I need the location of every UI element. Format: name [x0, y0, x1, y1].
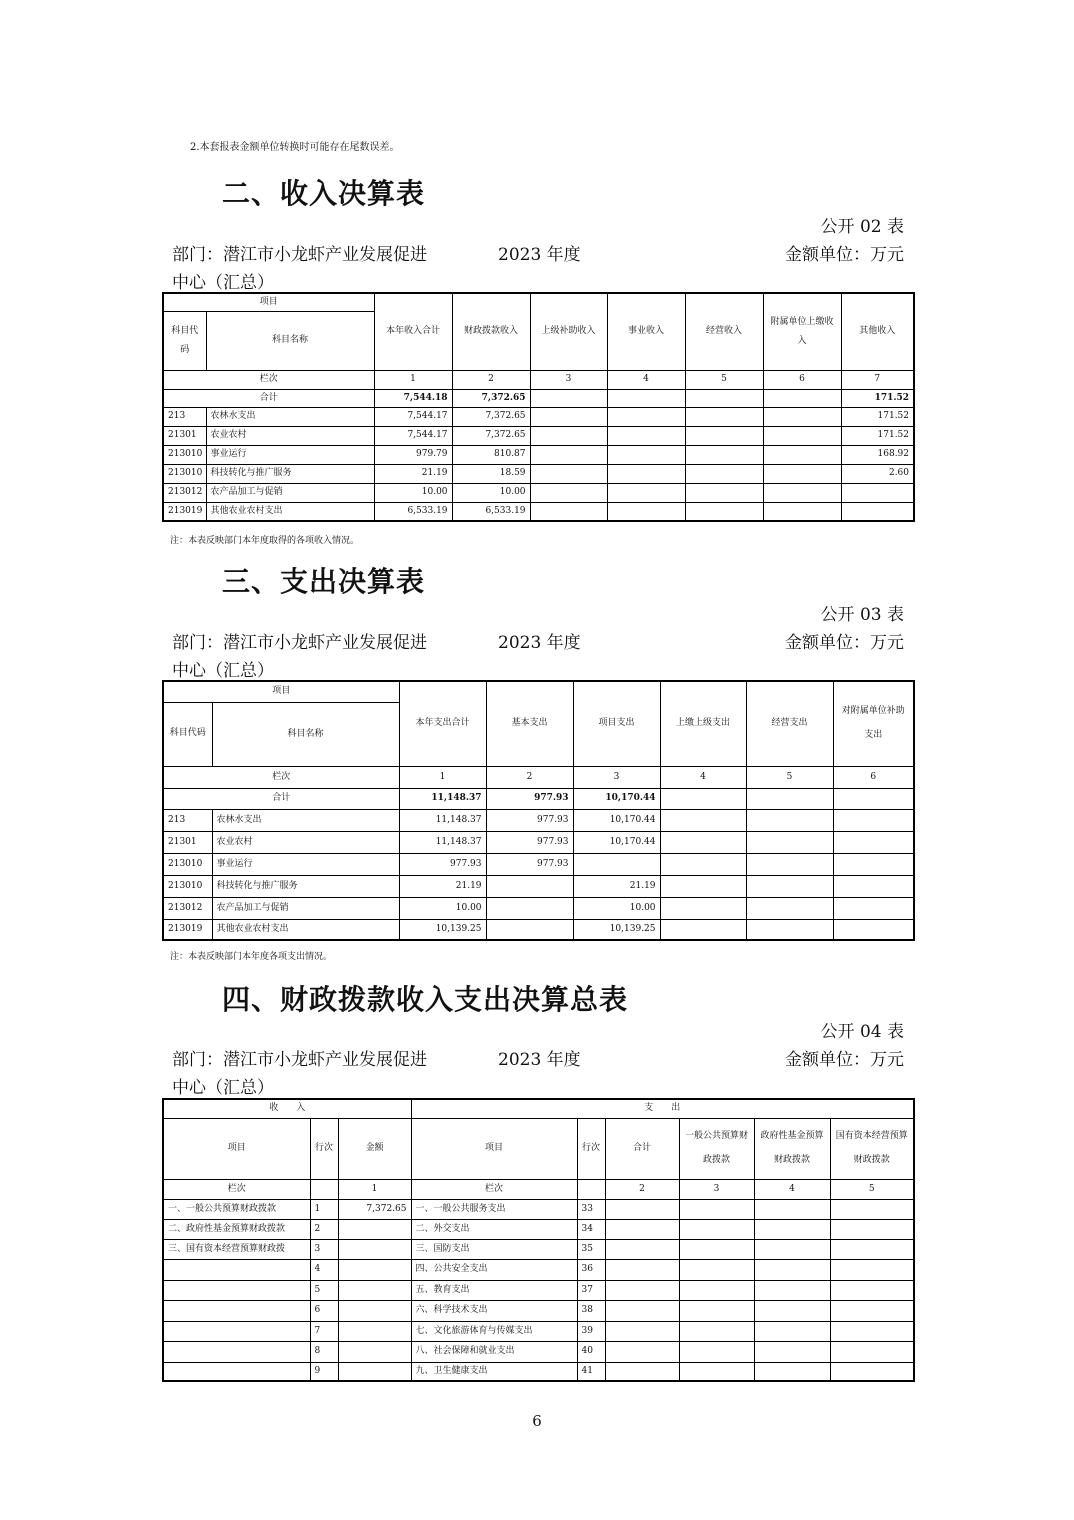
table-row	[163, 1239, 914, 1259]
header-col-6: 对附属单位补助支出	[833, 681, 914, 766]
cell-ex-row: 38	[577, 1300, 605, 1321]
table-row	[163, 897, 914, 919]
header-ex-row: 行次	[577, 1118, 605, 1179]
cell	[660, 919, 746, 940]
table-row	[163, 1199, 914, 1219]
cell: 977.93	[486, 831, 573, 853]
cell	[685, 407, 763, 426]
table-row	[163, 1321, 914, 1341]
cell: 6,533.19	[452, 502, 530, 521]
cell	[833, 897, 914, 919]
cell-amount	[338, 1300, 411, 1321]
cell-name: 农产品加工与促销	[212, 897, 399, 919]
cell-ex-item: 八、社会保障和就业支出	[411, 1341, 577, 1362]
col-num: 5	[685, 370, 763, 389]
cell	[763, 407, 841, 426]
lanci-in: 栏次	[163, 1179, 310, 1199]
cell: 810.87	[452, 445, 530, 464]
expense-dept-line2: 中心（汇总）	[172, 661, 274, 681]
cell	[486, 897, 573, 919]
cell	[746, 788, 833, 809]
cell	[763, 483, 841, 502]
col-num: 1	[374, 370, 452, 389]
cell-amount	[338, 1280, 411, 1300]
cell	[763, 445, 841, 464]
cell-in-item	[163, 1300, 310, 1321]
table-row	[163, 464, 914, 483]
cell	[530, 389, 607, 407]
table-row	[163, 445, 914, 464]
cell	[763, 464, 841, 483]
cell-name: 农产品加工与促销	[206, 483, 374, 502]
cell: 7,372.65	[452, 407, 530, 426]
cell: 171.52	[841, 389, 914, 407]
cell	[660, 853, 746, 875]
header-item: 项目	[163, 681, 399, 702]
header-col-2: 基本支出	[486, 681, 573, 766]
cell-code: 213012	[163, 897, 212, 919]
fiscal-table	[162, 1098, 915, 1382]
cell: 11,148.37	[399, 788, 486, 809]
cell-ex-item: 五、教育支出	[411, 1280, 577, 1300]
cell: 171.52	[841, 426, 914, 445]
lanci-label: 栏次	[163, 370, 374, 389]
header-col-6: 附属单位上缴收入	[763, 293, 841, 370]
col-num: 6	[763, 370, 841, 389]
cell-amount	[338, 1219, 411, 1239]
col-num: 2	[486, 766, 573, 788]
header-col-1: 本年支出合计	[399, 681, 486, 766]
cell-amount: 7,372.65	[338, 1199, 411, 1219]
cell	[660, 831, 746, 853]
header-in-row: 行次	[310, 1118, 338, 1179]
table-row	[163, 1341, 914, 1362]
header-col-5: 经营支出	[746, 681, 833, 766]
cell-ex-item: 一、一般公共服务支出	[411, 1199, 577, 1219]
table-row	[163, 809, 914, 831]
cell-name: 事业运行	[206, 445, 374, 464]
col-num: 7	[841, 370, 914, 389]
cell	[607, 502, 685, 521]
cell: 21.19	[374, 464, 452, 483]
cell-name: 其他农业农村支出	[206, 502, 374, 521]
cell: 977.93	[486, 788, 573, 809]
header-state: 国有资本经营预算财政拨款	[830, 1118, 914, 1179]
header-col-2: 财政拨款收入	[452, 293, 530, 370]
cell-code: 213012	[163, 483, 206, 502]
cell	[530, 426, 607, 445]
cell-ex-item: 四、公共安全支出	[411, 1259, 577, 1280]
cell-in-row: 4	[310, 1259, 338, 1280]
income-note: 注：本表反映部门本年度取得的各项收入情况。	[170, 536, 360, 546]
total-label: 合计	[163, 788, 399, 809]
cell	[763, 502, 841, 521]
cell	[746, 897, 833, 919]
header-amount: 金额	[338, 1118, 411, 1179]
cell	[607, 445, 685, 464]
expense-dept: 部门：潜江市小龙虾产业发展促进	[172, 633, 427, 653]
cell-ex-row: 41	[577, 1362, 605, 1381]
table-row	[163, 1300, 914, 1321]
income-title: 二、收入决算表	[222, 177, 426, 210]
cell-name: 农业农村	[212, 831, 399, 853]
cell-name: 科技转化与推广服务	[206, 464, 374, 483]
total-label: 合计	[163, 389, 374, 407]
cell-in-item	[163, 1280, 310, 1300]
header-gen: 一般公共预算财政拨款	[679, 1118, 754, 1179]
table-row	[163, 502, 914, 521]
cell	[833, 853, 914, 875]
cell-name: 科技转化与推广服务	[212, 875, 399, 897]
cell: 977.93	[486, 809, 573, 831]
cell: 977.93	[399, 853, 486, 875]
cell	[607, 483, 685, 502]
cell-in-row: 2	[310, 1219, 338, 1239]
col-num: 4	[607, 370, 685, 389]
cell: 10.00	[374, 483, 452, 502]
cell-ex-row: 36	[577, 1259, 605, 1280]
cell-ex-row: 35	[577, 1239, 605, 1259]
cell	[833, 788, 914, 809]
cell: 10,139.25	[573, 919, 660, 940]
header-col-3: 项目支出	[573, 681, 660, 766]
cell	[841, 483, 914, 502]
header-col-1: 本年收入合计	[374, 293, 452, 370]
cell: 10,170.44	[573, 788, 660, 809]
cell	[833, 831, 914, 853]
cell-code: 213010	[163, 853, 212, 875]
cell	[685, 445, 763, 464]
table-row	[163, 407, 914, 426]
cell: 171.52	[841, 407, 914, 426]
cell	[685, 464, 763, 483]
header-ex-item: 项目	[411, 1118, 577, 1179]
cell-ex-item: 六、科学技术支出	[411, 1300, 577, 1321]
cell: 21.19	[399, 875, 486, 897]
cell: 7,372.65	[452, 389, 530, 407]
cell-in-row: 9	[310, 1362, 338, 1381]
col-num: 3	[679, 1179, 754, 1199]
cell	[660, 875, 746, 897]
fiscal-dept-line2: 中心（汇总）	[172, 1078, 274, 1098]
col-num: 6	[833, 766, 914, 788]
cell	[530, 445, 607, 464]
fiscal-year: 2023 年度	[498, 1050, 581, 1070]
col-num: 4	[754, 1179, 830, 1199]
cell: 168.92	[841, 445, 914, 464]
header-name: 科目名称	[206, 311, 374, 370]
cell	[607, 464, 685, 483]
cell: 21.19	[573, 875, 660, 897]
header-gov: 政府性基金预算财政拨款	[754, 1118, 830, 1179]
header-col-3: 上级补助收入	[530, 293, 607, 370]
cell	[530, 502, 607, 521]
cell-code: 213010	[163, 875, 212, 897]
cell-in-row: 6	[310, 1300, 338, 1321]
cell: 7,544.17	[374, 407, 452, 426]
col-num: 1	[399, 766, 486, 788]
income-year: 2023 年度	[498, 245, 581, 265]
cell	[763, 389, 841, 407]
cell-amount	[338, 1259, 411, 1280]
cell-ex-item: 三、国防支出	[411, 1239, 577, 1259]
table-row	[163, 483, 914, 502]
cell-amount	[338, 1362, 411, 1381]
table-row	[163, 1280, 914, 1300]
cell	[841, 502, 914, 521]
cell-amount	[338, 1341, 411, 1362]
cell	[573, 853, 660, 875]
cell-ex-row: 39	[577, 1321, 605, 1341]
cell	[763, 426, 841, 445]
cell-ex-item: 二、外交支出	[411, 1219, 577, 1239]
col-num: 4	[660, 766, 746, 788]
cell-in-item: 一、一般公共预算财政拨款	[163, 1199, 310, 1219]
cell	[746, 809, 833, 831]
cell	[746, 853, 833, 875]
cell: 18.59	[452, 464, 530, 483]
cell-in-row: 3	[310, 1239, 338, 1259]
cell	[746, 919, 833, 940]
cell-in-item	[163, 1341, 310, 1362]
cell: 977.93	[486, 853, 573, 875]
cell-amount	[338, 1321, 411, 1341]
cell-code: 213010	[163, 464, 206, 483]
cell-code: 21301	[163, 426, 206, 445]
cell-code: 213	[163, 809, 212, 831]
cell: 11,148.37	[399, 809, 486, 831]
cell: 7,544.17	[374, 426, 452, 445]
cell: 10,170.44	[573, 831, 660, 853]
fiscal-title: 四、财政拨款收入支出决算总表	[222, 983, 629, 1016]
fiscal-unit: 金额单位：万元	[785, 1050, 904, 1070]
table-row	[163, 426, 914, 445]
table-row	[163, 1219, 914, 1239]
cell-in-item	[163, 1259, 310, 1280]
cell	[685, 426, 763, 445]
income-table-code: 公开 02 表	[820, 217, 904, 237]
cell	[660, 809, 746, 831]
cell-name: 农林水支出	[206, 407, 374, 426]
cell	[530, 483, 607, 502]
cell: 979.79	[374, 445, 452, 464]
table-row	[163, 919, 914, 940]
cell-ex-row: 34	[577, 1219, 605, 1239]
cell-code: 213019	[163, 919, 212, 940]
cell: 7,544.18	[374, 389, 452, 407]
cell	[833, 809, 914, 831]
cell-ex-row: 40	[577, 1341, 605, 1362]
header-total: 合计	[605, 1118, 679, 1179]
cell-name: 农业农村	[206, 426, 374, 445]
col-num: 3	[530, 370, 607, 389]
cell	[685, 483, 763, 502]
header-col-5: 经营收入	[685, 293, 763, 370]
cell-in-row: 5	[310, 1280, 338, 1300]
income-unit: 金额单位：万元	[785, 245, 904, 265]
table-row	[163, 1362, 914, 1381]
cell	[486, 919, 573, 940]
header-name: 科目名称	[212, 702, 399, 766]
cell: 11,148.37	[399, 831, 486, 853]
expense-note: 注：本表反映部门本年度各项支出情况。	[170, 952, 333, 962]
cell-in-item: 三、国有资本经营预算财政拨	[163, 1239, 310, 1259]
cell-in-row: 8	[310, 1341, 338, 1362]
col-num: 1	[338, 1179, 411, 1199]
cell: 10,170.44	[573, 809, 660, 831]
col-num: 5	[830, 1179, 914, 1199]
cell	[607, 426, 685, 445]
cell	[530, 464, 607, 483]
cell	[607, 407, 685, 426]
col-num: 2	[452, 370, 530, 389]
cell: 10.00	[399, 897, 486, 919]
income-dept: 部门：潜江市小龙虾产业发展促进	[172, 245, 427, 265]
col-num: 2	[605, 1179, 679, 1199]
cell: 10,139.25	[399, 919, 486, 940]
cell	[833, 919, 914, 940]
table-row	[163, 875, 914, 897]
cell-in-row: 1	[310, 1199, 338, 1219]
expense-unit: 金额单位：万元	[785, 633, 904, 653]
page-number: 6	[532, 1412, 542, 1430]
top-note: 2.本套报表金额单位转换时可能存在尾数误差。	[190, 142, 400, 153]
expense-year: 2023 年度	[498, 633, 581, 653]
table-row	[163, 1259, 914, 1280]
cell: 7,372.65	[452, 426, 530, 445]
cell-name: 其他农业农村支出	[212, 919, 399, 940]
cell-code: 213019	[163, 502, 206, 521]
table-row	[163, 831, 914, 853]
cell-code: 213010	[163, 445, 206, 464]
cell	[746, 831, 833, 853]
expense-table-code: 公开 03 表	[820, 605, 904, 625]
total-row	[163, 389, 914, 407]
fiscal-table-code: 公开 04 表	[820, 1022, 904, 1042]
cell-ex-item: 七、文化旅游体育与传媒支出	[411, 1321, 577, 1341]
cell	[607, 389, 685, 407]
table-row	[163, 853, 914, 875]
cell-in-item	[163, 1362, 310, 1381]
col-num: 5	[746, 766, 833, 788]
cell-amount	[338, 1239, 411, 1259]
total-row	[163, 788, 914, 809]
header-col-7: 其他收入	[841, 293, 914, 370]
cell-in-item: 二、政府性基金预算财政拨款	[163, 1219, 310, 1239]
income-table	[162, 292, 915, 522]
cell: 10.00	[573, 897, 660, 919]
header-col-4: 上缴上级支出	[660, 681, 746, 766]
cell: 6,533.19	[374, 502, 452, 521]
cell	[685, 502, 763, 521]
cell-code: 21301	[163, 831, 212, 853]
cell: 2.60	[841, 464, 914, 483]
cell	[530, 407, 607, 426]
header-col-4: 事业收入	[607, 293, 685, 370]
cell	[746, 875, 833, 897]
header-code: 科目代码	[163, 311, 206, 370]
income-dept-line2: 中心（汇总）	[172, 273, 274, 293]
income-head: 收 入	[163, 1099, 411, 1118]
cell-ex-row: 37	[577, 1280, 605, 1300]
fiscal-dept: 部门：潜江市小龙虾产业发展促进	[172, 1050, 427, 1070]
expense-title: 三、支出决算表	[222, 565, 426, 598]
header-code: 科目代码	[163, 702, 212, 766]
lanci-ex: 栏次	[411, 1179, 577, 1199]
cell	[685, 389, 763, 407]
cell-code: 213	[163, 407, 206, 426]
expense-table	[162, 680, 915, 941]
col-num: 3	[573, 766, 660, 788]
cell-ex-row: 33	[577, 1199, 605, 1219]
cell-ex-item: 九、卫生健康支出	[411, 1362, 577, 1381]
expense-head: 支 出	[411, 1099, 914, 1118]
cell	[486, 875, 573, 897]
cell-in-item	[163, 1321, 310, 1341]
header-item: 项目	[163, 293, 374, 311]
cell	[833, 875, 914, 897]
cell-name: 农林水支出	[212, 809, 399, 831]
header-in-item: 项目	[163, 1118, 310, 1179]
cell-in-row: 7	[310, 1321, 338, 1341]
cell	[660, 897, 746, 919]
cell: 10.00	[452, 483, 530, 502]
lanci-label: 栏次	[163, 766, 399, 788]
cell-name: 事业运行	[212, 853, 399, 875]
cell	[660, 788, 746, 809]
